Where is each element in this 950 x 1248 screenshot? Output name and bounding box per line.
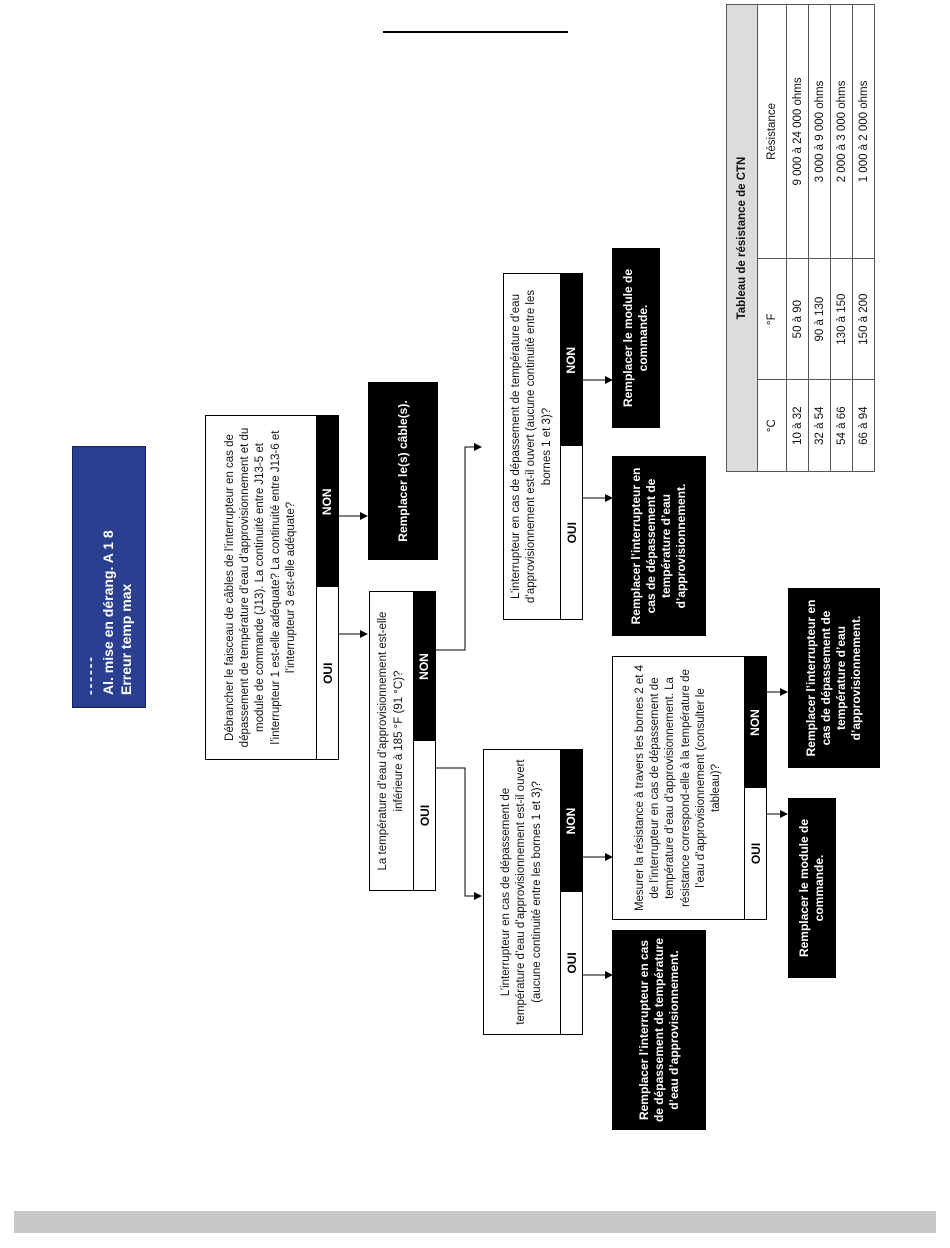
table-cell: 10 à 32 xyxy=(787,380,809,472)
action-replace-switch-lower: Remplacer l’interrupteur en cas de dépassement de température d’eau d’approvisionnement. xyxy=(612,930,706,1130)
table-cell: 9 000 à 24 000 ohms xyxy=(787,5,809,259)
action-replace-control-module-lower: Remplacer le module de commande. xyxy=(788,798,836,978)
question-text: Débrancher le faisceau de câbles de l’interrupteur en cas de dépassement de température d’eau d’approvisionnement et du module de commande (J13). La continuité entre J13-5 et l’interrupteur 1 est-elle adéquate? La continuité entre J13-6 et l’interrupteur 3 est-elle adéquate? xyxy=(223,427,297,748)
alarm-subtitle: Erreur temp max xyxy=(118,583,134,695)
question-box-cable-continuity xyxy=(205,415,339,760)
answer-no: NON xyxy=(560,274,582,447)
answer-yes: OUI xyxy=(316,588,338,760)
q2-no-arrow xyxy=(436,447,481,650)
table-header-fahrenheit: °F xyxy=(758,258,787,379)
footer-bar xyxy=(14,1211,936,1233)
answer-yes: OUI xyxy=(560,447,582,620)
answer-yes: OUI xyxy=(413,741,435,890)
table-cell: 1 000 à 2 000 ohms xyxy=(853,5,875,259)
table-cell: 2 000 à 3 000 ohms xyxy=(831,5,853,259)
answer-yes: OUI xyxy=(744,788,766,919)
q2-yes-arrow xyxy=(436,768,481,896)
question-box-switch-open-upper xyxy=(503,273,583,620)
answer-no: NON xyxy=(560,750,582,892)
question-text: L’interrupteur en cas de dépassement de température d’eau d’approvisionnement est-il ouvert (aucune continuité entre les bornes 1 et 3)? xyxy=(500,759,543,1025)
table-cell: 150 à 200 xyxy=(853,258,875,379)
alarm-box xyxy=(72,446,146,708)
answer-no: NON xyxy=(413,592,435,741)
table-row xyxy=(831,5,853,472)
table-header-resistance: Résistance xyxy=(758,5,787,259)
question-text: La température d’eau d’approvisionnement est-elle inférieure à 185 °F (91 °C)? xyxy=(377,611,405,871)
table-cell: 50 à 90 xyxy=(787,258,809,379)
table-cell: 90 à 130 xyxy=(809,258,831,379)
table-row xyxy=(787,5,809,472)
table-header-celsius: °C xyxy=(758,380,787,472)
answer-yes: OUI xyxy=(560,892,582,1034)
alarm-title: Al. mise en dérang. A 1 8 xyxy=(100,530,116,695)
table-cell: 3 000 à 9 000 ohms xyxy=(809,5,831,259)
action-replace-switch-upper: Remplacer l’interrupteur en cas de dépassement de température d’eau d’approvisionnement. xyxy=(612,456,706,636)
table-row xyxy=(809,5,831,472)
action-replace-cables: Remplacer le(s) câble(s). xyxy=(368,382,438,560)
question-text: L’interrupteur en cas de dépassement de température d’eau d’approvisionnement est-il ouvert (aucune continuité entre les bornes 1 et 3)? xyxy=(510,289,553,604)
question-box-water-temperature xyxy=(369,591,436,891)
table-title: Tableau de résistance de CTN xyxy=(727,5,758,472)
table-cell: 32 à 54 xyxy=(809,380,831,472)
table-cell: 66 à 94 xyxy=(853,380,875,472)
answer-no: NON xyxy=(744,657,766,788)
question-box-resistance xyxy=(612,656,767,920)
table-cell: 130 à 150 xyxy=(831,258,853,379)
table-cell: 54 à 66 xyxy=(831,380,853,472)
question-text: Mesurer la résistance à travers les bornes 2 et 4 de l’interrupteur en cas de dépassement de température d’eau d’approvisionnement. La résistance correspond-elle à la température de l’eau d’approvisionnement (consulter le tableau)? xyxy=(633,664,723,912)
answer-no: NON xyxy=(316,416,338,588)
action-replace-switch-resistance: Remplacer l’interrupteur en cas de dépassement de température d’eau d’approvisionnement. xyxy=(788,588,880,768)
ntc-resistance-table xyxy=(726,4,902,472)
table-row xyxy=(853,5,875,472)
alarm-code-placeholder: ------ xyxy=(82,655,98,695)
question-box-switch-open-lower xyxy=(483,749,583,1035)
action-replace-control-module-upper: Remplacer le module de commande. xyxy=(612,248,660,428)
